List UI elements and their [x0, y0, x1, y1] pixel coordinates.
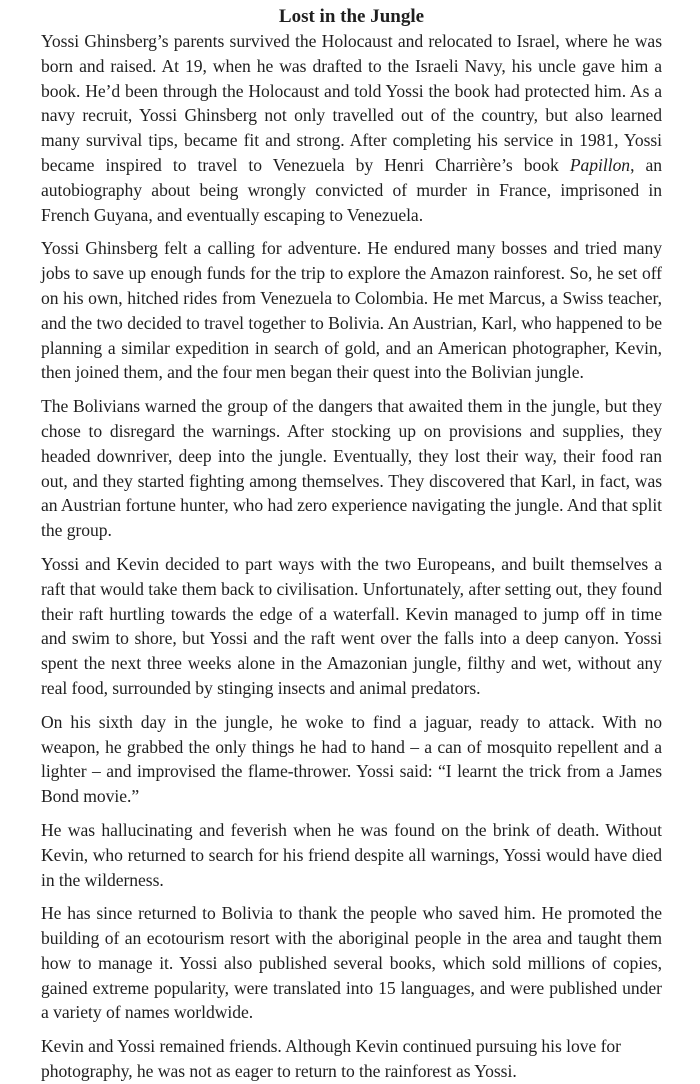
paragraph-5: On his sixth day in the jungle, he woke to find a jaguar, ready to attack. With no weapon, he grabbed the only things he had to hand – a can of mosquito repellent and a lighter – and improvised the flame-thrower. Yossi said: “I learnt the trick from a James Bond movie.” [41, 711, 662, 807]
paragraph-4: Yossi and Kevin decided to part ways with the two Europeans, and built themselves a raft that would take them back to civilisation. Unfortunately, after setting out, they found their raft hurtling towards the edge of a waterfall. Kevin managed to jump off in time and swim to shore, but Yossi and the raft went over the falls into a deep canyon. Yossi spent the next three weeks alone in the Amazonian jungle, filthy and wet, without any real food, surrounded by stinging insects and animal predators. [41, 553, 662, 698]
document-title: Lost in the Jungle [278, 6, 425, 27]
paragraph-3: The Bolivians warned the group of the dangers that awaited them in the jungle, but they chose to disregard the warnings. After stocking up on provisions and supplies, they headed downriver, deep into the jungle. Eventually, they lost their way, their food ran out, and they started fighting among themselves. They discovered that Karl, in fact, was an Austrian fortune hunter, who had zero experience navigating the jungle. And that split the group. [41, 396, 662, 541]
paragraph-1 [41, 29, 662, 227]
paragraph-7: He has since returned to Bolivia to thank the people who saved him. He promoted the building of an ecotourism resort with the aboriginal people in the area and taught them how to manage it. Yossi also published several books, which sold millions of copies, gained extreme popularity, were translated into 15 languages, and were published under a variety of names worldwide. [41, 903, 662, 1023]
paragraph-6: He was hallucinating and feverish when he was found on the brink of death. Without Kevin, who returned to search for his friend despite all warnings, Yossi would have died in the wilderness. [41, 819, 662, 890]
paragraph-1-text-before: Yossi Ghinsberg’s parents survived the Holocaust and relocated to Israel, where he was born and raised. At 19, when he was drafted to the Israeli Navy, his uncle gave him a book. He’d been through the Holocaust and told Yossi the book had protected him. As a navy recruit, Yossi Ghinsberg not only travelled out of the country, but also learned many survival tips, became fit and strong. After completing his service in 1981, Yossi became inspired to travel to Venezuela by Henri Charrière’s book [41, 31, 662, 175]
paragraph-1-text-after: , an autobiography about being wrongly convicted of murder in France, imprisoned in French Guyana, and eventually escaping to Venezuela. [41, 154, 662, 225]
paragraph-2: Yossi Ghinsberg felt a calling for adventure. He endured many bosses and tried many jobs to save up enough funds for the trip to explore the Amazon rainforest. So, he set off on his own, hitched rides from Venezuela to Colombia. He met Marcus, a Swiss teacher, and the two decided to travel together to Bolivia. An Austrian, Karl, who happened to be planning a similar expedition in search of gold, and an American photographer, Kevin, then joined them, and the four men began their quest into the Bolivian jungle. [41, 238, 662, 383]
paragraph-8: Kevin and Yossi remained friends. Although Kevin continued pursuing his love for photography, he was not as eager to return to the rainforest as Yossi. [41, 1036, 621, 1082]
book-title-papillon: Papillon [569, 154, 631, 175]
